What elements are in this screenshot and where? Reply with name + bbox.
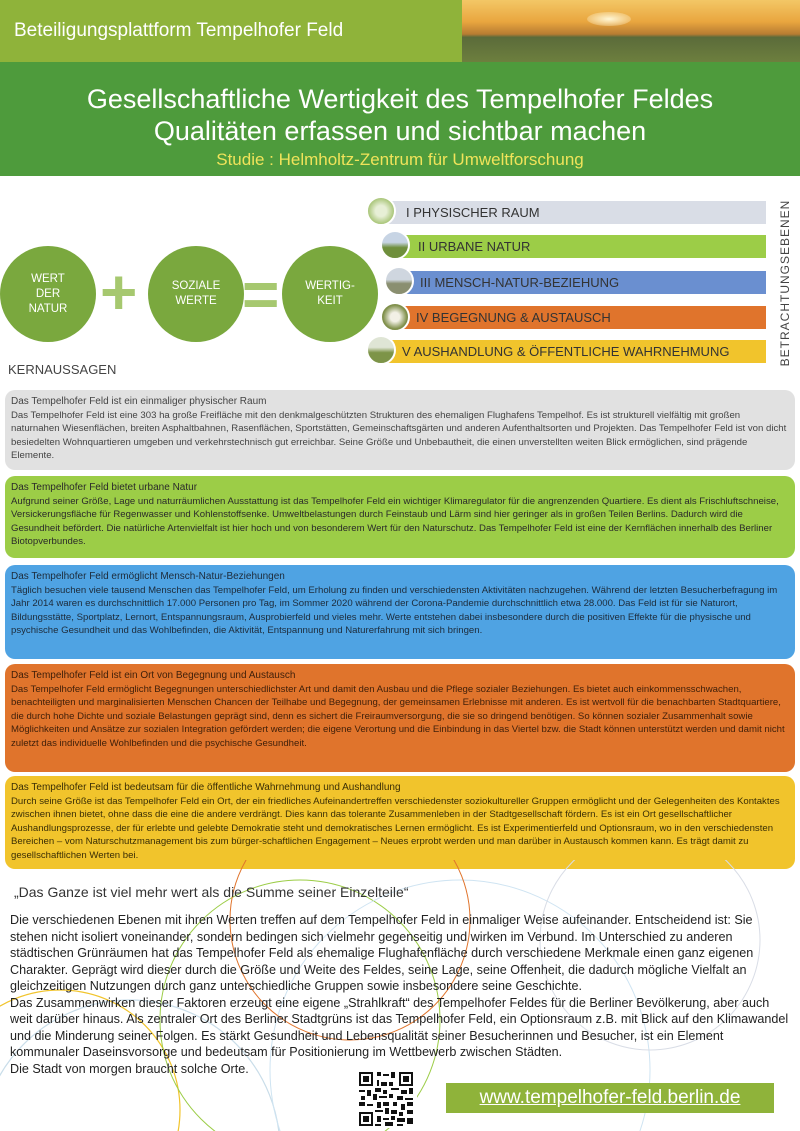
statement-body: Das Tempelhofer Feld ermöglicht Begegnungen unterschiedlichster Art und damit den Ausbau und die Pflege sozialer Beziehungen. Es bietet auch einkommensschwachen, benachteiligten und marginalisierten Menschen Chancen der Teilhabe und Begegnung, der gemeinsamen Erlebnisse mit anderen. Es ist wertvoll für die benachbarten Stadtquartiere, die durch hohe Dichte und soziale Belastungen geprägt sind, denn es sichert die Freiraumversorgung, die sie so dringend benötigen. So können sozialer Zusammenhalt sowie Möglichkeiten und Ansätze zur sozialen Integration gefördert werden; die eigene Verortung und die Einbindung in das Viertel bzw. die Stadt können unterstützt werden und damit nicht zuletzt das individuelle Wohlbefinden und die psychische Gesundheit. [11, 683, 785, 749]
circle-value-result: WERTIG- KEIT [282, 246, 378, 342]
statement-body: Durch seine Größe ist das Tempelhofer Feld ein Ort, der ein friedliches Aufeinandertreffen verschiedenster soziokultureller Gruppen ermöglicht und der Gelegenheiten des Kontaktes zwischen ihnen bietet, ohne dass die eine die andere verdrängt. Dies kann das tolerante Zusammenleben in der Stadtgesellschaft fördern. Es ist ein Ort gesellschaftlicher Aushandlungsprozesse, der für erlebte und gelebte Demokratie steht und demokratisches Lernen ermöglicht. Es ist Experimentierfeld und Optionsraum, wo in den verschiedensten Bereichen – vom Naturschutzmanagement bis zum bürger-schaftlichen Engagement – Neues erprobt werden und man darüber in Austausch kommen kann. Es trägt damit zu gesellschaftlichen Werten bei. [11, 795, 780, 861]
statement-heading: Das Tempelhofer Feld ist ein einmaliger physischer Raum [11, 396, 267, 407]
quote-heading: „Das Ganze ist viel mehr wert als die Summe seiner Einzelteile“ [14, 884, 409, 900]
conclusion-paragraph: Die Stadt von morgen braucht solche Orte. [10, 1061, 249, 1076]
statement-body: Das Tempelhofer Feld ist eine 303 ha große Freifläche mit den denkmalgeschützten Strukturen des ehemaligen Flughafens Tempelhof. Es ist strukturell vielfältig mit großen naturnahen Wiesenflächen, breiten Asphaltbahnen, Rasenflächen, Sportstätten, Gemeinschaftsgärten und anderen Aufenthaltsorten und Projekten. Das Tempelhofer Feld ist von dicht besiedelten Wohnquartieren umgeben und verkehrstechnisch gut erreichbar. Seine Größe und Unbebautheit, die einen unverstellten weiten Blick ermöglichen, sind prägende Elemente. [11, 409, 787, 462]
level-5: V AUSHANDLUNG & ÖFFENTLICHE WAHRNEHMUNG [384, 340, 766, 363]
statement-heading: Das Tempelhofer Feld bietet urbane Natur [11, 482, 198, 493]
key-statements-heading: KERNAUSSAGEN [8, 362, 117, 377]
level-3: III MENSCH-NATUR-BEZIEHUNG [398, 271, 766, 294]
qr-code-icon[interactable] [355, 1070, 417, 1128]
level-3-thumbnail [384, 266, 414, 296]
statement-human-nature [5, 565, 795, 659]
website-link[interactable]: www.tempelhofer-feld.berlin.de [446, 1083, 774, 1113]
conclusion-paragraph: Das Zusammenwirken dieser Faktoren erzeugt eine eigene „Strahlkraft“ des Tempelhofer Feldes für die Berliner Bevölkerung, aber auch weit darüber hinaus. Als zentraler Ort des Berliner Stadtgrüns ist das Tempelhofer Feld, ein Optionsraum z.B. mit Blick auf den Klimawandel und die Minderung seiner Folgen. Es stärkt Gesundheit und Lebensqualität seiner Besucherinnen und Besucher, ist ein Element kommunaler Daseinsvorsorge und bedeutsam für Positionierung im Wettbewerb zwischen Städten. [10, 995, 789, 1059]
level-1: I PHYSISCHER RAUM [384, 201, 766, 224]
level-4: IV BEGEGNUNG & AUSTAUSCH [398, 306, 766, 329]
page-subtitle: Studie : Helmholtz-Zentrum für Umweltforschung [216, 150, 584, 169]
level-2-thumbnail [380, 230, 410, 260]
level-5-thumbnail [366, 335, 396, 365]
level-1-thumbnail [366, 196, 396, 226]
levels-side-label-wrap [773, 200, 793, 368]
statement-negotiation [5, 776, 795, 869]
conclusion-text [10, 912, 792, 1077]
circle-nature-value: WERT DER NATUR [0, 246, 96, 342]
circle-social-values: SOZIALE WERTE [148, 246, 244, 342]
title-band [0, 62, 800, 176]
page-title-line2: Qualitäten erfassen und sichtbar machen [153, 116, 647, 146]
equals-sign: = [242, 258, 280, 330]
statement-physical-space [5, 390, 795, 470]
header-bar [0, 0, 800, 62]
page-title-line1: Gesellschaftliche Wertigkeit des Tempelhofer Feldes [86, 84, 714, 114]
level-4-thumbnail [380, 302, 410, 332]
statement-heading: Das Tempelhofer Feld ermöglicht Mensch-Natur-Beziehungen [11, 571, 285, 582]
statement-body: Täglich besuchen viele tausend Menschen das Tempelhofer Feld, um Erholung zu finden und verschiedensten Aktivitäten nachzugehen. Während der letzten Besucherbefragung im Jahr 2014 waren es durchschnittlich 17.000 Personen pro Tag, im Sommer 2020 während der Corona-Pandemie durchschnittlich etwa 28.000. Das Feld ist für sie Naturort, Bildungsstätte, Sportplatz, Lernort, Entspannungsraum, Ausprobierfeld und vieles mehr. Werte entstehen dabei insbesondere durch die positiven Effekte für die physische und psychische Gesundheit und das Wohlbefinden, die Aktivität, Entspannung und Naturerfahrung mit sich bringen. [11, 584, 778, 637]
statement-heading: Das Tempelhofer Feld ist ein Ort von Begegnung und Austausch [11, 670, 296, 681]
plus-sign: + [100, 256, 138, 328]
levels-side-label: BETRACHTUNGSEBENEN [778, 199, 792, 367]
sunset-sun [587, 12, 631, 26]
conclusion-paragraph: Die verschiedenen Ebenen mit ihren Werten treffen auf dem Tempelhofer Feld in einmaliger Weise aufeinander. Entscheidend ist: Sie stehen nicht isoliert voneinander, sondern bedingen sich vielmehr gegenseitig und wirken im Verbund. Im Unterschied zu anderen städtischen Grünräumen hat das Tempelhofer Feld als ehemalige Flughafenfläche durch verschiedene Merkmale einen ganz eigenen Charakter. Geprägt wird dieser durch die Größe und Weite des Feldes, seine Lage, seine Offenheit, die dadurch mögliche Vielfalt an gleichzeitigen Nutzungen durch ganz unterschiedliche Gruppen sowie insbesondere seine Geschichte. [10, 913, 754, 993]
header-photo [462, 0, 800, 62]
statement-encounter [5, 664, 795, 772]
statement-heading: Das Tempelhofer Feld ist bedeutsam für die öffentliche Wahrnehmung und Aushandlung [11, 782, 401, 793]
statement-urban-nature [5, 476, 795, 558]
statement-body: Aufgrund seiner Größe, Lage und naturräumlichen Ausstattung ist das Tempelhofer Feld ein wichtiger Klimaregulator für die angrenzenden Quartiere. Es dient als Frischluftschneise, Versickerungsfläche für Regenwasser und Kohlenstoffsenke. Umweltbelastungen durch Feinstaub und Lärm sind hier geringer als in großen Teilen Berlins. Dadurch wird die Gesundheit befördert. Die natürliche Artenvielfalt ist hier hoch und von besonderem Wert für den Naturschutz. Das Tempelhofer Feld ist eine der Kernflächen innerhalb des Berliner Biotopverbundes. [11, 495, 779, 548]
platform-name: Beteiligungsplattform Tempelhofer Feld [14, 20, 344, 41]
level-2: II URBANE NATUR [398, 235, 766, 258]
